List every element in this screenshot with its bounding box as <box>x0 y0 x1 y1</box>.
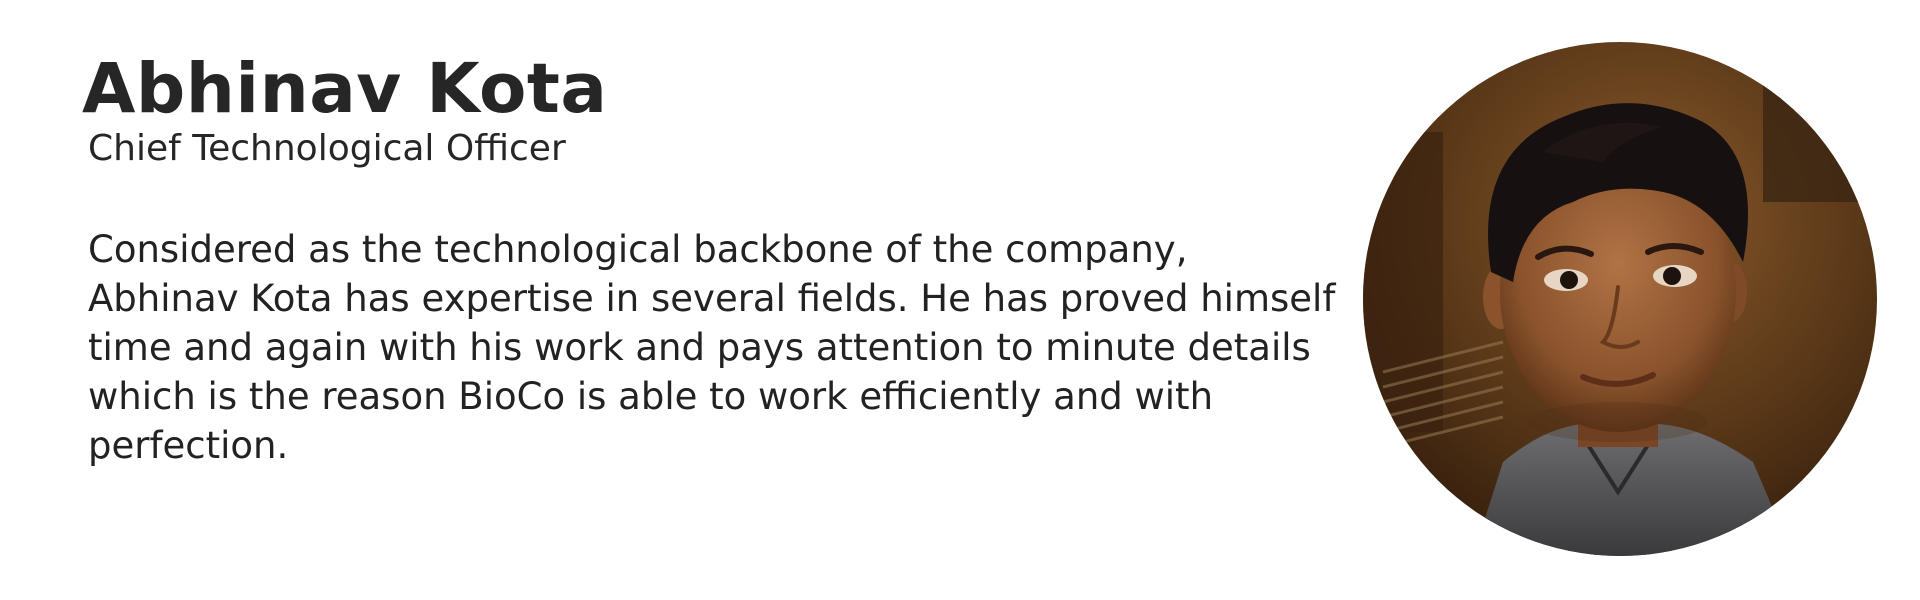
portrait-image <box>1363 42 1877 556</box>
member-bio <box>88 225 1378 470</box>
bio-line: which is the reason BioCo is able to work efficiently and with <box>88 375 1214 418</box>
member-role: Chief Technological Officer <box>88 128 566 169</box>
bio-line: time and again with his work and pays attention to minute details <box>88 326 1311 369</box>
member-photo <box>1363 42 1877 556</box>
bio-line: Considered as the technological backbone of the company, <box>88 228 1188 271</box>
bio-line: perfection. <box>88 424 289 467</box>
member-name: Abhinav Kota <box>82 49 608 129</box>
bio-line: Abhinav Kota has expertise in several fields. He has proved himself <box>88 277 1336 320</box>
